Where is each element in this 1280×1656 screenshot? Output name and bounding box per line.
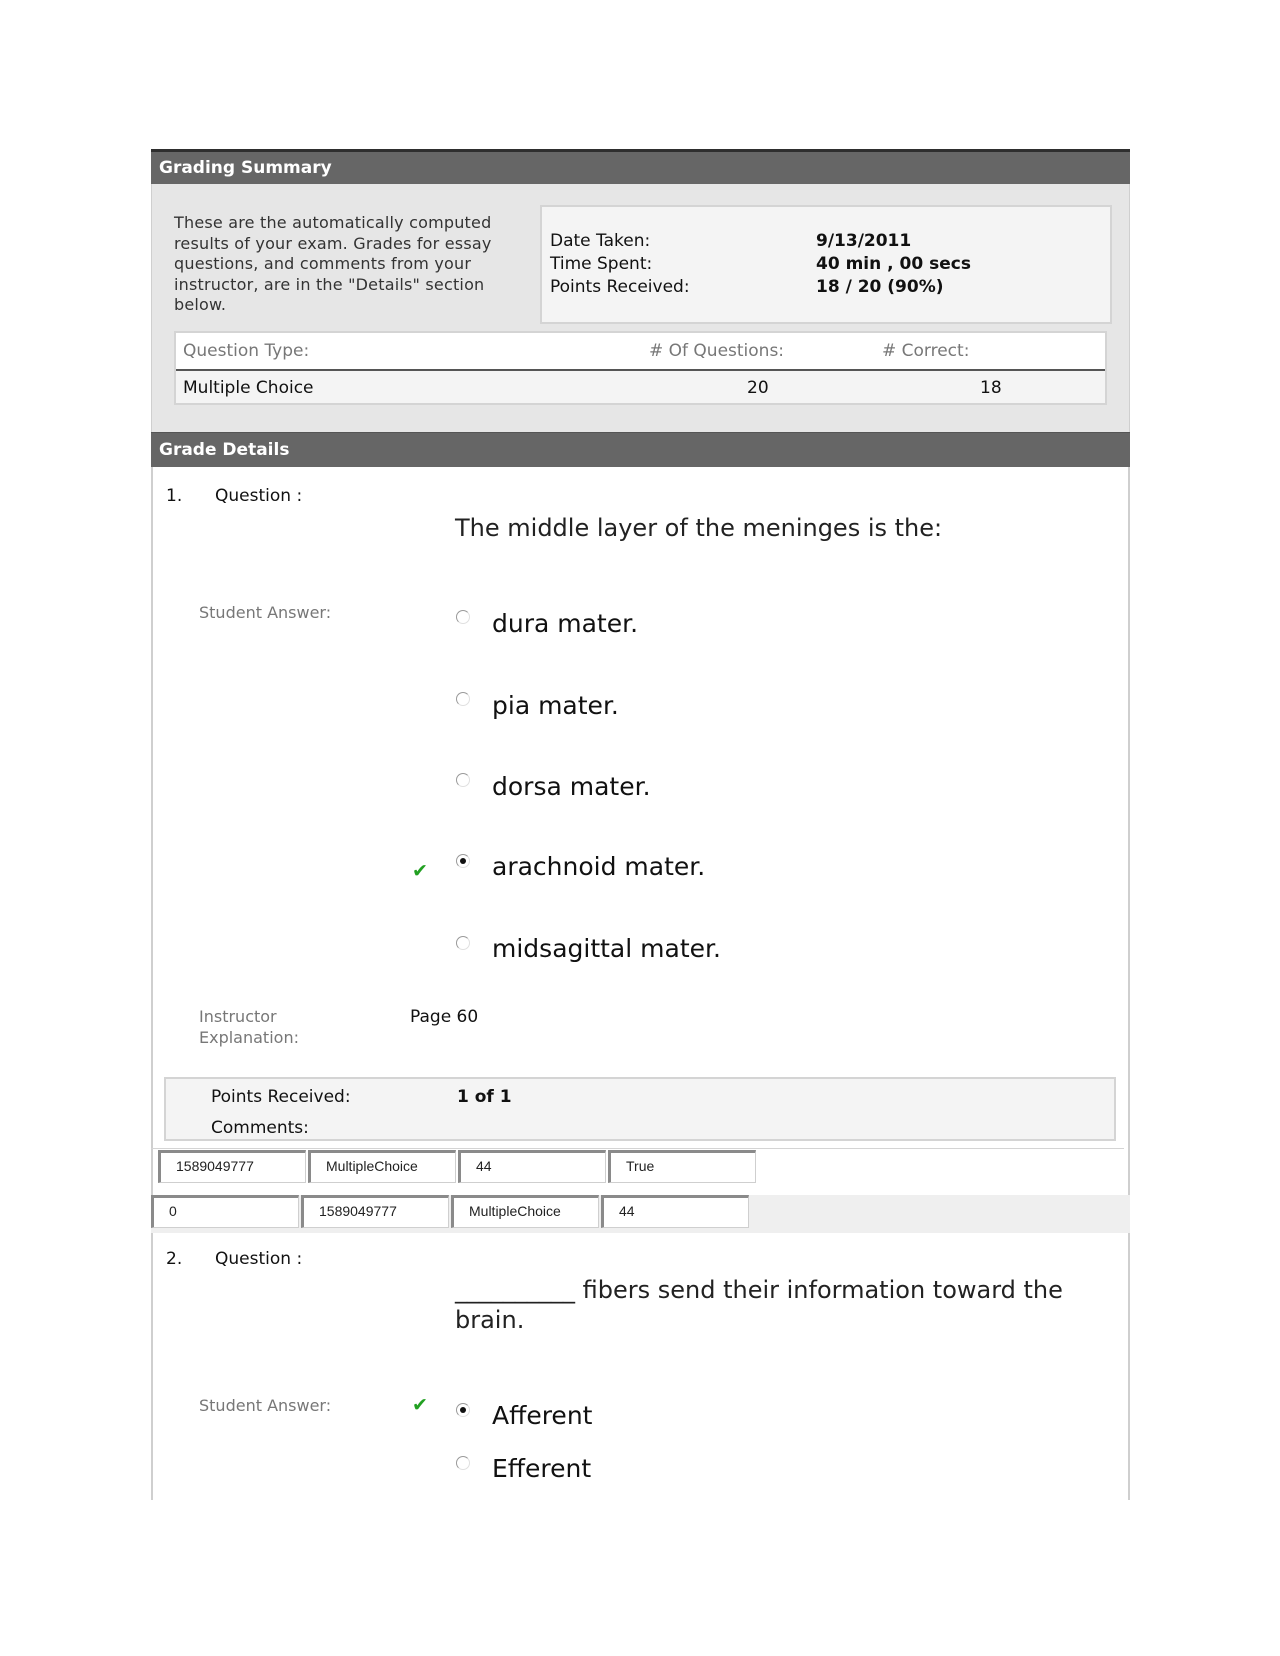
divider [151,1148,1124,1149]
question-1-comments-label: Comments: [211,1118,309,1138]
question-2-label: Question : [215,1249,303,1269]
hidden-field-input[interactable]: 0 [151,1195,299,1228]
question-2-text: __________ fibers send their information toward the brain. [455,1276,1063,1334]
question-1-explanation: Page 60 [410,1007,479,1027]
question-1-option-2-radio[interactable] [456,692,470,706]
question-1-student-answer-label: Student Answer: [199,603,332,622]
points-received-label: Points Received: [550,277,690,297]
hidden-field-input[interactable]: 44 [601,1195,749,1228]
question-1-text: The middle layer of the meninges is the: [455,514,943,542]
checkmark-icon: ✔ [412,860,428,882]
col-number-of-questions: # Of Questions: [649,341,785,361]
question-1-points-label: Points Received: [211,1087,351,1107]
question-1-option-2: pia mater. [492,691,619,720]
row-number-of-questions: 20 [747,378,769,398]
points-received-value: 18 / 20 (90%) [816,277,944,297]
question-2-number: 2. [166,1249,183,1269]
hidden-field-input[interactable]: MultipleChoice [451,1195,599,1228]
question-2-option-2-radio[interactable] [456,1456,470,1470]
question-1-option-1-radio[interactable] [456,610,470,624]
question-1-explanation-label: Instructor Explanation: [199,1007,299,1047]
hidden-field-input[interactable]: 1589049777 [158,1150,306,1183]
question-1-option-4: arachnoid mater. [492,852,706,881]
date-taken-value: 9/13/2011 [816,231,912,251]
question-1-points-value: 1 of 1 [457,1087,512,1107]
question-1-number: 1. [166,486,183,506]
hidden-field-input[interactable]: 44 [458,1150,606,1183]
question-1-points-box [164,1077,1116,1141]
hidden-field-input[interactable]: MultipleChoice [308,1150,456,1183]
row-question-type: Multiple Choice [183,378,314,398]
grading-summary-title: Grading Summary [159,158,332,178]
question-1-option-3-radio[interactable] [456,773,470,787]
question-2-option-1: Afferent [492,1401,593,1430]
question-1-option-3: dorsa mater. [492,772,651,801]
question-2-student-answer-label: Student Answer: [199,1396,332,1415]
grade-details-header [151,432,1130,467]
hidden-field-input[interactable]: True [608,1150,756,1183]
date-taken-label: Date Taken: [550,231,651,251]
checkmark-icon: ✔ [412,1394,428,1416]
summary-intro-text: These are the automatically computed results of your exam. Grades for essay questions, and comments from your instructor, are in the "Details" section below. [174,213,492,314]
table-row [176,371,1105,403]
time-spent-label: Time Spent: [550,254,653,274]
col-number-correct: # Correct: [882,341,970,361]
question-type-table [174,331,1107,405]
question-2-option-2: Efferent [492,1454,592,1483]
question-1-option-5-radio[interactable] [456,936,470,950]
exam-info-box [540,205,1112,324]
row-number-correct: 18 [980,378,1002,398]
grade-details-title: Grade Details [159,440,290,460]
question-1-option-4-radio[interactable] [456,854,470,868]
question-1-label: Question : [215,486,303,506]
question-1-option-1: dura mater. [492,609,639,638]
grading-summary-header [151,149,1130,184]
question-1-option-5: midsagittal mater. [492,934,721,963]
time-spent-value: 40 min , 00 secs [816,254,971,274]
hidden-field-input[interactable]: 1589049777 [301,1195,449,1228]
col-question-type: Question Type: [183,341,310,361]
question-2-option-1-radio[interactable] [456,1403,470,1417]
